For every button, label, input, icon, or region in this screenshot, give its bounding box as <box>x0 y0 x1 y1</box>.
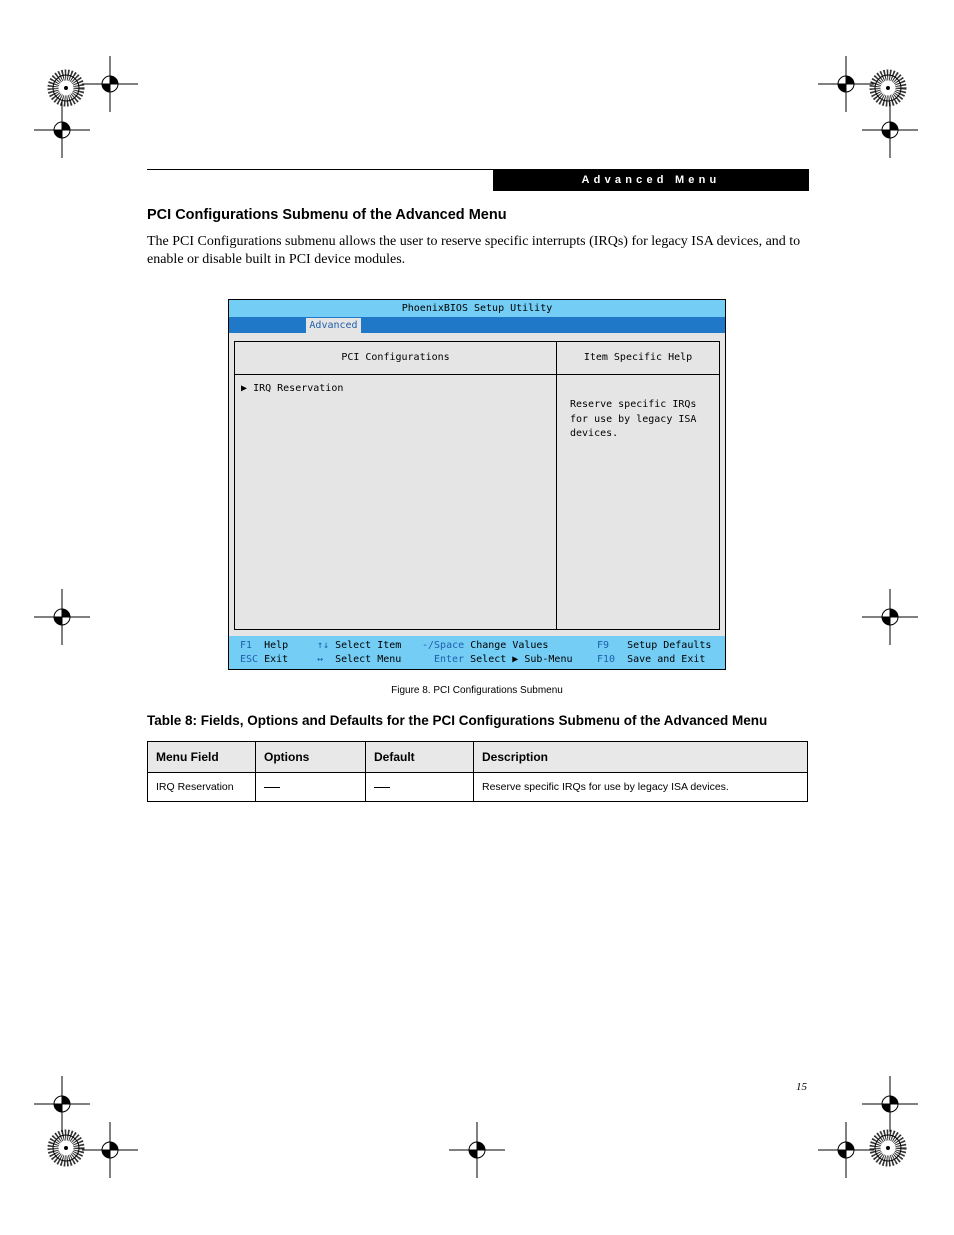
footer-updown: ↑↓ Select Item <box>317 640 402 651</box>
options-dash <box>264 787 280 788</box>
bios-left-header: PCI Configurations <box>341 352 450 363</box>
footer-esc: ESC Exit <box>240 654 289 665</box>
bios-item-label: IRQ Reservation <box>253 383 344 394</box>
section-title: PCI Configurations Submenu of the Advanced Menu <box>147 207 507 223</box>
cell-options <box>256 773 366 802</box>
bios-main-panel <box>234 341 720 630</box>
page-number: 15 <box>796 1081 807 1093</box>
triangle-right-icon: ▶ <box>241 383 248 394</box>
cell-description: Reserve specific IRQs for use by legacy ISA devices. <box>474 773 808 802</box>
footer-f10: F10 Save and Exit <box>597 654 706 665</box>
table-header-row <box>148 742 808 773</box>
figure-caption: Figure 8. PCI Configurations Submenu <box>391 685 563 696</box>
header-menu-field: Menu Field <box>148 742 256 773</box>
bios-header-divider <box>235 374 719 375</box>
header-default: Default <box>366 742 474 773</box>
bios-footer <box>229 636 725 669</box>
header-rule <box>147 169 493 170</box>
table-title: Table 8: Fields, Options and Defaults for the PCI Configurations Submenu of the Advanced Menu <box>147 713 768 728</box>
footer-leftright: ↔ Select Menu <box>317 654 402 665</box>
table-row <box>148 773 808 802</box>
header-description: Description <box>474 742 808 773</box>
default-dash <box>374 787 390 788</box>
footer-f1: F1 Help <box>240 640 289 651</box>
bios-menu-bar <box>229 317 725 333</box>
cell-field: IRQ Reservation <box>148 773 256 802</box>
footer-f9: F9 Setup Defaults <box>597 640 712 651</box>
bios-column-divider <box>556 342 557 629</box>
bios-help-text: Reserve specific IRQs for use by legacy ISA devices. <box>570 399 697 439</box>
intro-paragraph: The PCI Configurations submenu allows the user to reserve specific interrupts (IRQs) for legacy ISA devices, and to enable or disable built in PCI device modules. <box>147 234 801 267</box>
bios-menu-advanced[interactable]: Advanced <box>306 318 361 333</box>
header-options: Options <box>256 742 366 773</box>
footer-space: -/Space Change Values <box>422 640 549 651</box>
section-header-tab: Advanced Menu <box>493 169 809 191</box>
footer-enter: Enter Select ▶ Sub-Menu <box>434 654 573 665</box>
bios-item-irq-reservation[interactable] <box>241 383 343 394</box>
bios-screenshot <box>228 299 726 670</box>
bios-right-header: Item Specific Help <box>583 352 693 363</box>
fields-table <box>147 741 808 802</box>
bios-title-bar: PhoenixBIOS Setup Utility <box>229 300 725 317</box>
cell-default <box>366 773 474 802</box>
